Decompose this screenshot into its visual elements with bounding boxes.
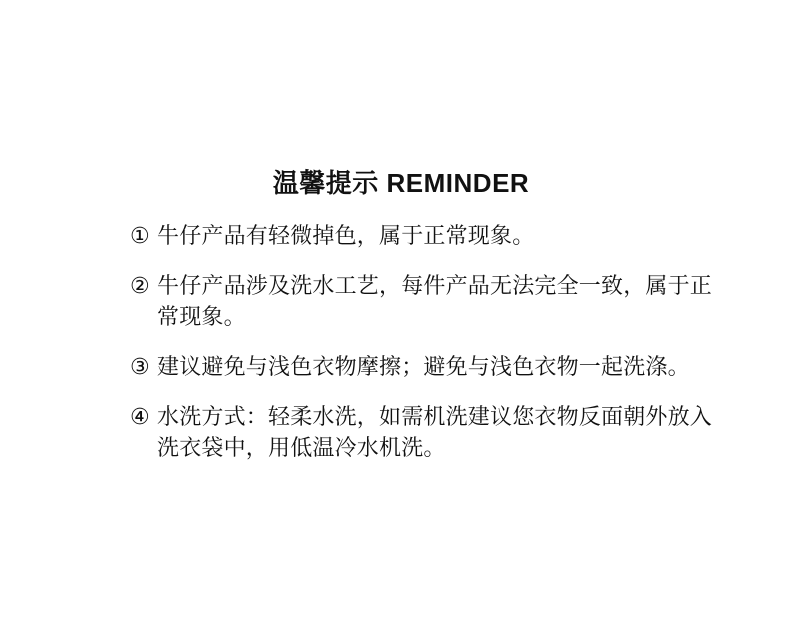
item-text-3: [157, 351, 710, 382]
item-text-line: 牛仔产品有轻微掉色，属于正常现象。: [157, 223, 535, 248]
item-number-3: ③: [130, 354, 150, 379]
reminder-item-1: [130, 220, 710, 251]
reminder-item-4: [130, 401, 713, 463]
item-text-2: [157, 270, 712, 332]
item-text-line: 常现象。: [157, 304, 246, 329]
item-text-1: [157, 220, 710, 251]
page-title: 温馨提示 REMINDER: [272, 168, 530, 198]
item-number-1: ①: [130, 223, 150, 248]
reminder-item-2: [130, 270, 713, 332]
item-text-line: 牛仔产品涉及洗水工艺，每件产品无法完全一致，属于正: [157, 273, 713, 298]
item-text-line: 建议避免与浅色衣物摩擦；避免与浅色衣物一起洗涤。: [157, 354, 690, 379]
item-text-4: [157, 401, 712, 463]
reminder-list: [130, 220, 713, 482]
item-text-line: 洗衣袋中，用低温冷水机洗。: [157, 435, 446, 460]
reminder-item-3: [130, 351, 710, 382]
item-number-4: ④: [130, 404, 150, 429]
item-text-line: 水洗方式：轻柔水洗，如需机洗建议您衣物反面朝外放入: [157, 404, 713, 429]
item-number-2: ②: [130, 273, 150, 298]
